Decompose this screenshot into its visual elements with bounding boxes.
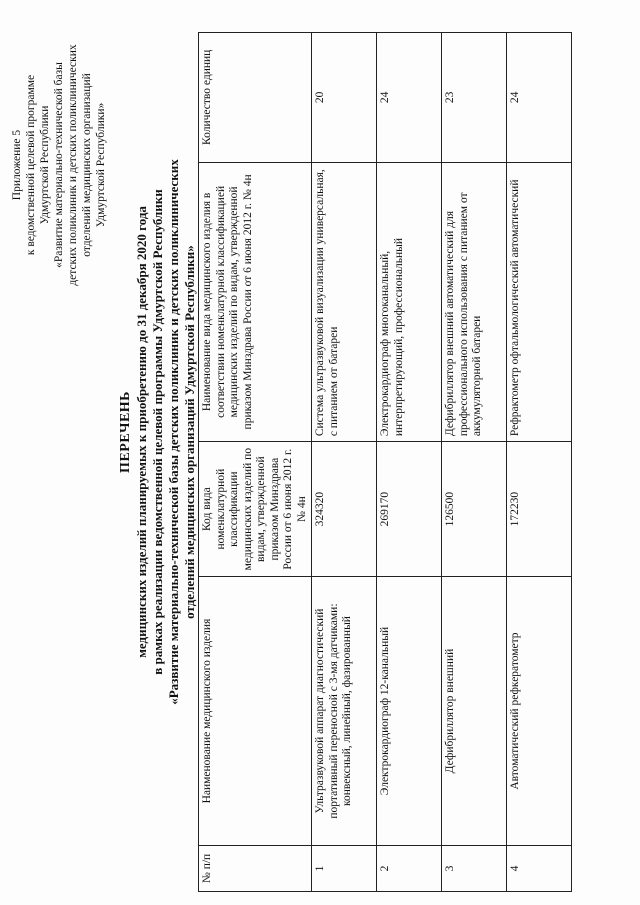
cell-kind: Система ультразвуковой визуализации универсальная, с питанием от батареи [312,162,377,442]
cell-qty: 24 [507,33,572,163]
table-row [507,33,572,892]
cell-code: 324320 [312,442,377,577]
cell-name: Дефибриллятор внешний [442,577,507,846]
header-name: Наименование медицинского изделия [199,577,312,846]
table-row [377,33,442,892]
appendix-line: детских поликлиник и детских поликлинических [67,44,79,286]
header-qty: Количество единиц [199,33,312,163]
cell-name: Электрокардиограф 12-канальный [377,577,442,846]
rotated-sheet [0,12,640,892]
cell-name: Ультразвуковой аппарат диагностический портативный переносной с 3-мя датчиками: конвексный, линейный, фазированный [312,577,377,846]
appendix-line: «Развитие материально-технической базы [53,62,65,268]
cell-qty: 23 [442,33,507,163]
appendix-line: к ведомственной целевой программе [25,74,37,256]
appendix-line: отделений медицинских организаций [81,73,93,257]
appendix-note [10,20,108,310]
heading-line: в рамках реализации ведомственной целевой программы Удмуртской Республики [150,189,165,675]
cell-kind: Рефрактометр офтальмологический автоматический [507,162,572,442]
cell-num: 2 [377,845,442,891]
table-header-row [199,33,312,892]
cell-qty: 20 [312,33,377,163]
cell-kind: Электрокардиограф многоканальный, интерпретирующий, профессиональный [377,162,442,442]
heading-line: медицинских изделий планируемых к приобретению до 31 декабря 2020 года [134,206,149,658]
cell-code: 126500 [442,442,507,577]
cell-num: 4 [507,845,572,891]
devices-table [198,32,572,892]
cell-num: 3 [442,845,507,891]
appendix-line: Приложение 5 [11,129,23,201]
heading-line: отделений медицинских организаций Удмуртской Республики» [182,245,197,619]
cell-code: 269170 [377,442,442,577]
table-row [442,33,507,892]
header-code: Код вида номенклатурной классификации медицинских изделий по видам, утвержденной приказом Минздрава России от 6 июня 2012 г. № 4н [199,442,312,577]
document-title: ПЕРЕЧЕНЬ [118,391,133,473]
header-num: № п/п [199,845,312,891]
document-heading [118,12,198,852]
cell-code: 172230 [507,442,572,577]
cell-qty: 24 [377,33,442,163]
cell-num: 1 [312,845,377,891]
cell-name: Автоматический рефкератометр [507,577,572,846]
appendix-line: Удмуртской Республики» [95,102,107,228]
cell-kind: Дефибриллятор внешний автоматический для профессионального использования с питанием от аккумуляторной батареи [442,162,507,442]
heading-line: «Развитие материально-технической базы детских поликлиник и детских поликлинических [166,159,181,705]
table-row [312,33,377,892]
header-kind: Наименование вида медицинского изделия в соответствии номенклатурной классификацией медицинских изделий по видам, утвержденной приказом Минздрава России от 6 июня 2012 г. № 4н [199,162,312,442]
appendix-line: Удмуртской Республики [39,105,51,225]
